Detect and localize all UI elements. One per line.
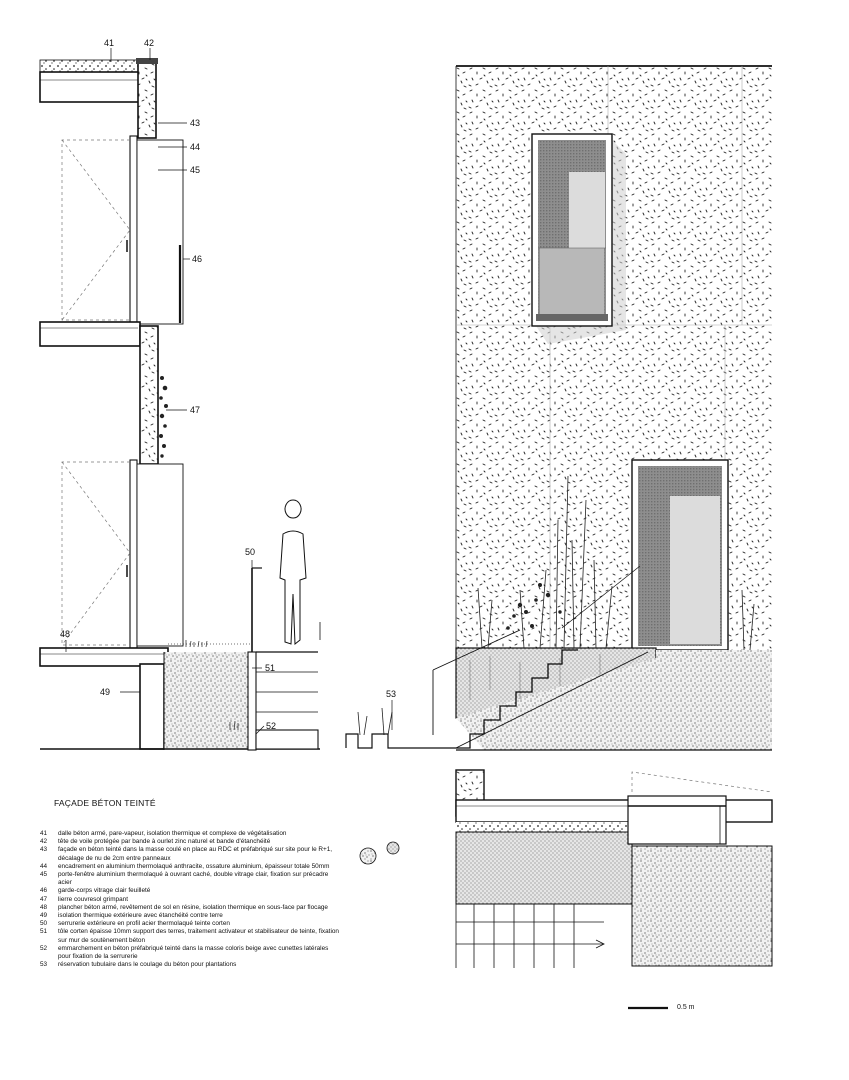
callout-49: 49 <box>100 687 111 697</box>
legend-text: tôle corten épaisse 10mm support des terres, traitement activateur et stabilisateur de teinte, fixation sur mur de soutènement béton <box>58 928 339 944</box>
roof-slab <box>40 72 140 102</box>
human-figure <box>280 500 306 644</box>
legend-text: réservation tubulaire dans le coulage du béton pour plantations <box>58 961 237 969</box>
detail-section <box>360 770 772 968</box>
legend-text: garde-corps vitrage clair feuilleté <box>58 887 151 895</box>
legend-number: 46 <box>40 887 48 895</box>
legend-item <box>40 945 340 961</box>
legend-item <box>40 838 340 846</box>
mid-wall <box>140 326 158 464</box>
ivy <box>159 376 168 458</box>
upper-parapet <box>138 62 156 138</box>
legend-text: emmarchement en béton préfabriqué teinté dans la masse coloris beige avec cunettes latérales pour fixation de la serrurerie <box>58 944 329 961</box>
callout-43: 43 <box>190 118 201 128</box>
legend-number: 42 <box>40 838 48 846</box>
legend-text: dalle béton armé, pare-vapeur, isolation thermique et complexe de végétalisation <box>58 830 287 837</box>
legend-number: 52 <box>40 944 48 952</box>
elevation-ground-left <box>346 734 456 748</box>
callout-51: 51 <box>265 663 276 673</box>
callout-41: 41 <box>104 38 115 48</box>
green-roof <box>40 60 138 72</box>
legend-item <box>40 887 340 895</box>
legend-number: 53 <box>40 961 48 969</box>
legend-number: 44 <box>40 862 48 870</box>
legend-number: 50 <box>40 920 48 928</box>
legend-number: 51 <box>40 928 48 936</box>
callout-48: 48 <box>60 629 71 639</box>
legend-item <box>40 896 340 904</box>
legend-number: 49 <box>40 912 48 920</box>
callout-45: 45 <box>190 165 201 175</box>
elevation-drawing <box>346 66 772 750</box>
callout-46: 46 <box>192 254 203 264</box>
legend-item <box>40 846 340 862</box>
legend-item <box>40 904 340 912</box>
legend-title: FAÇADE BÉTON TEINTÉ <box>54 798 156 808</box>
callout-44: 44 <box>190 142 201 152</box>
first-floor-slab <box>40 322 140 346</box>
legend-text: lierre couvresol grimpant <box>58 895 128 903</box>
legend-number: 47 <box>40 895 48 903</box>
hatch-symbol-soil <box>360 848 376 864</box>
legend-number: 43 <box>40 846 48 854</box>
detail-skylight <box>628 796 726 844</box>
legend-text: porte-fenêtre aluminium thermolaqué à ouvrant caché, double vitrage clair, fixation sur précadre acier <box>58 871 329 887</box>
detail-crumb-layer <box>456 822 632 832</box>
hatch-symbol-fine <box>387 842 399 854</box>
foundation-wall <box>140 664 164 749</box>
legend-number: 41 <box>40 830 48 837</box>
parapet-cap <box>136 58 158 64</box>
section-drawing <box>40 38 320 750</box>
callout-53: 53 <box>386 689 397 699</box>
callout-52: 52 <box>266 721 277 731</box>
legend-items <box>40 830 340 969</box>
lower-window-panel <box>137 464 183 646</box>
lower-door-swing <box>62 462 130 645</box>
legend-item <box>40 912 340 920</box>
soil-left <box>164 652 250 750</box>
detail-soil <box>632 846 772 966</box>
steps-section <box>248 568 318 750</box>
legend-item <box>40 863 340 871</box>
legend-text: façade en béton teinté dans la masse coulé en place au RDC et préfabriqué sur site pour le R+1, décalage de nu de 2cm entre panneaux <box>58 846 333 862</box>
legend-number: 48 <box>40 903 48 911</box>
scale-label: 0.5 m <box>677 1004 695 1011</box>
legend-item <box>40 928 340 944</box>
legend-item <box>40 920 340 928</box>
upper-door-swing <box>62 140 130 320</box>
legend <box>40 798 340 969</box>
legend-text: tête de voile protégée par bande à ourlet zinc naturel et bande d'étanchéité <box>58 838 271 846</box>
legend-item <box>40 961 340 969</box>
callout-42: 42 <box>144 38 155 48</box>
legend-item <box>40 871 340 887</box>
legend-number: 45 <box>40 871 48 879</box>
legend-text: serrurerie extérieure en profil acier thermolaqué teinte corten <box>58 920 230 928</box>
upper-window-panel <box>137 140 183 324</box>
callout-47: 47 <box>190 405 201 415</box>
lower-window-frame <box>130 460 137 648</box>
legend-text: plancher béton armé, revêtement de sol en résine, isolation thermique en sous-face par flocage <box>58 903 328 911</box>
upper-window-frame <box>130 136 137 326</box>
legend-item <box>40 830 340 838</box>
detail-fill-fine <box>456 832 632 904</box>
legend-text: isolation thermique extérieure avec étanchéité contre terre <box>58 912 223 920</box>
legend-text: encadrement en aluminium thermolaqué anthracite, ossature aluminium, épaisseur totale 50mm <box>58 862 330 870</box>
callout-50: 50 <box>245 547 256 557</box>
